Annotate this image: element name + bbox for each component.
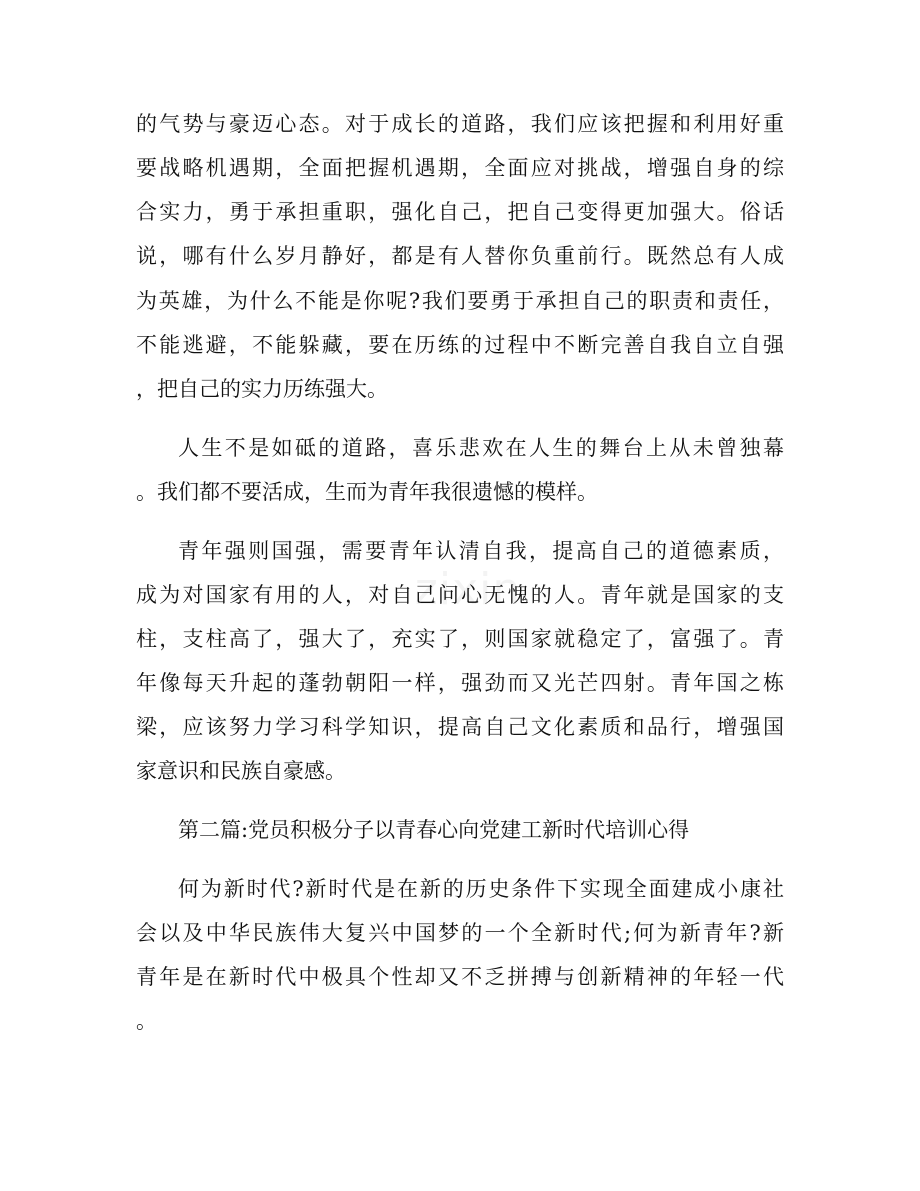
line-text: 年像每天升起的蓬勃朝阳一样，强劲而又光芒四射。青年国之栋: [136, 671, 784, 695]
paragraph-line: [0, 148, 920, 188]
paragraph-line: [0, 1001, 920, 1041]
paragraph-line: [0, 869, 920, 909]
paragraph-line: [0, 751, 920, 791]
paragraph-line: [0, 913, 920, 953]
line-text: 说，哪有什么岁月静好，都是有人替你负重前行。既然总有人成: [136, 244, 784, 268]
paragraph-line: [0, 236, 920, 276]
watermark: [368, 560, 568, 620]
line-text: 会以及中华民族伟大复兴中国梦的一个全新时代;何为新青年?新: [136, 921, 784, 945]
line-text: 。: [136, 1009, 157, 1033]
line-text: 成为对国家有用的人，对自己问心无愧的人。青年就是国家的支: [136, 583, 784, 607]
paragraph-line: [0, 428, 920, 468]
paragraph-line: [0, 472, 920, 512]
line-text: 家意识和民族自豪感。: [136, 759, 346, 783]
line-text: 不能逃避，不能躲藏，要在历练的过程中不断完善自我自立自强: [136, 333, 784, 357]
line-text: ，把自己的实力历练强大。: [136, 377, 388, 401]
paragraph-line: [0, 104, 920, 144]
paragraph-line: [0, 192, 920, 232]
paragraph-line: [0, 707, 920, 747]
line-text: 。我们都不要活成，生而为青年我很遗憾的模样。: [136, 480, 598, 504]
line-text: 要战略机遇期，全面把握机遇期，全面应对挑战，增强自身的综: [136, 156, 784, 180]
paragraph-line: [0, 369, 920, 409]
line-text: 人生不是如砥的道路，喜乐悲欢在人生的舞台上从未曾独幕: [178, 436, 784, 460]
heading-text: 第二篇:党员积极分子以青春心向党建工新时代培训心得: [178, 818, 690, 842]
line-text: 青年强则国强，需要青年认清自我，提高自己的道德素质，: [178, 539, 784, 563]
line-text: 梁，应该努力学习科学知识，提高自己文化素质和品行，增强国: [136, 715, 784, 739]
line-text: 青年是在新时代中极具个性却又不乏拼搏与创新精神的年轻一代: [136, 965, 784, 989]
line-text: 何为新时代?新时代是在新的历史条件下实现全面建成小康社: [178, 877, 784, 901]
paragraph-line: [0, 281, 920, 321]
paragraph-line: [0, 663, 920, 703]
line-text: 为英雄，为什么不能是你呢?我们要勇于承担自己的职责和责任，: [136, 289, 784, 313]
paragraph-line: [0, 619, 920, 659]
paragraph-line: [0, 325, 920, 365]
line-text: 的气势与豪迈心态。对于成长的道路，我们应该把握和利用好重: [136, 112, 784, 136]
paragraph-line: [0, 957, 920, 997]
line-text: 柱，支柱高了，强大了，充实了，则国家就稳定了，富强了。青: [136, 627, 784, 651]
line-text: 合实力，勇于承担重职，强化自己，把自己变得更加强大。俗话: [136, 200, 784, 224]
section-heading: [0, 810, 920, 850]
